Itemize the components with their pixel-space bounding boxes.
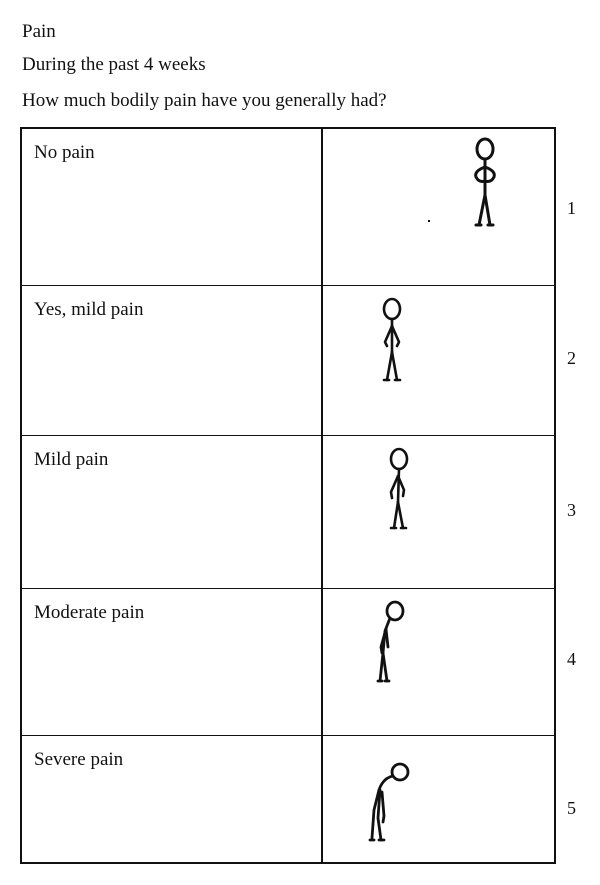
- column-divider: [321, 436, 323, 588]
- column-divider: [321, 129, 323, 285]
- time-period-text: During the past 4 weeks: [22, 54, 206, 75]
- column-divider: [321, 286, 323, 435]
- pain-scale-table: [20, 127, 556, 864]
- bent-over-figure-icon: [362, 758, 412, 848]
- slightly-bent-figure-icon: [371, 597, 407, 687]
- pain-option-row-1[interactable]: [22, 129, 554, 286]
- standing-figure-icon: [383, 446, 413, 534]
- standing-upright-figure-icon: [465, 135, 505, 231]
- score-value-1: 1: [567, 198, 576, 218]
- pain-option-row-5[interactable]: [22, 736, 554, 862]
- score-value-5: 5: [567, 798, 576, 818]
- column-divider: [321, 736, 323, 862]
- pain-option-row-4[interactable]: [22, 589, 554, 736]
- standing-figure-icon: [377, 296, 407, 386]
- pain-option-row-3[interactable]: [22, 436, 554, 589]
- option-label-3: Mild pain: [34, 449, 109, 470]
- score-value-4: 4: [567, 649, 576, 669]
- score-value-3: 3: [567, 500, 576, 520]
- speck-mark: [428, 220, 430, 222]
- pain-option-row-2[interactable]: [22, 286, 554, 436]
- score-value-2: 2: [567, 348, 576, 368]
- option-label-5: Severe pain: [34, 749, 124, 770]
- option-label-4: Moderate pain: [34, 602, 145, 623]
- question-text: How much bodily pain have you generally had?: [22, 90, 387, 111]
- column-divider: [321, 589, 323, 735]
- option-label-2: Yes, mild pain: [34, 299, 144, 320]
- form-title: Pain: [22, 21, 56, 42]
- option-label-1: No pain: [34, 142, 95, 163]
